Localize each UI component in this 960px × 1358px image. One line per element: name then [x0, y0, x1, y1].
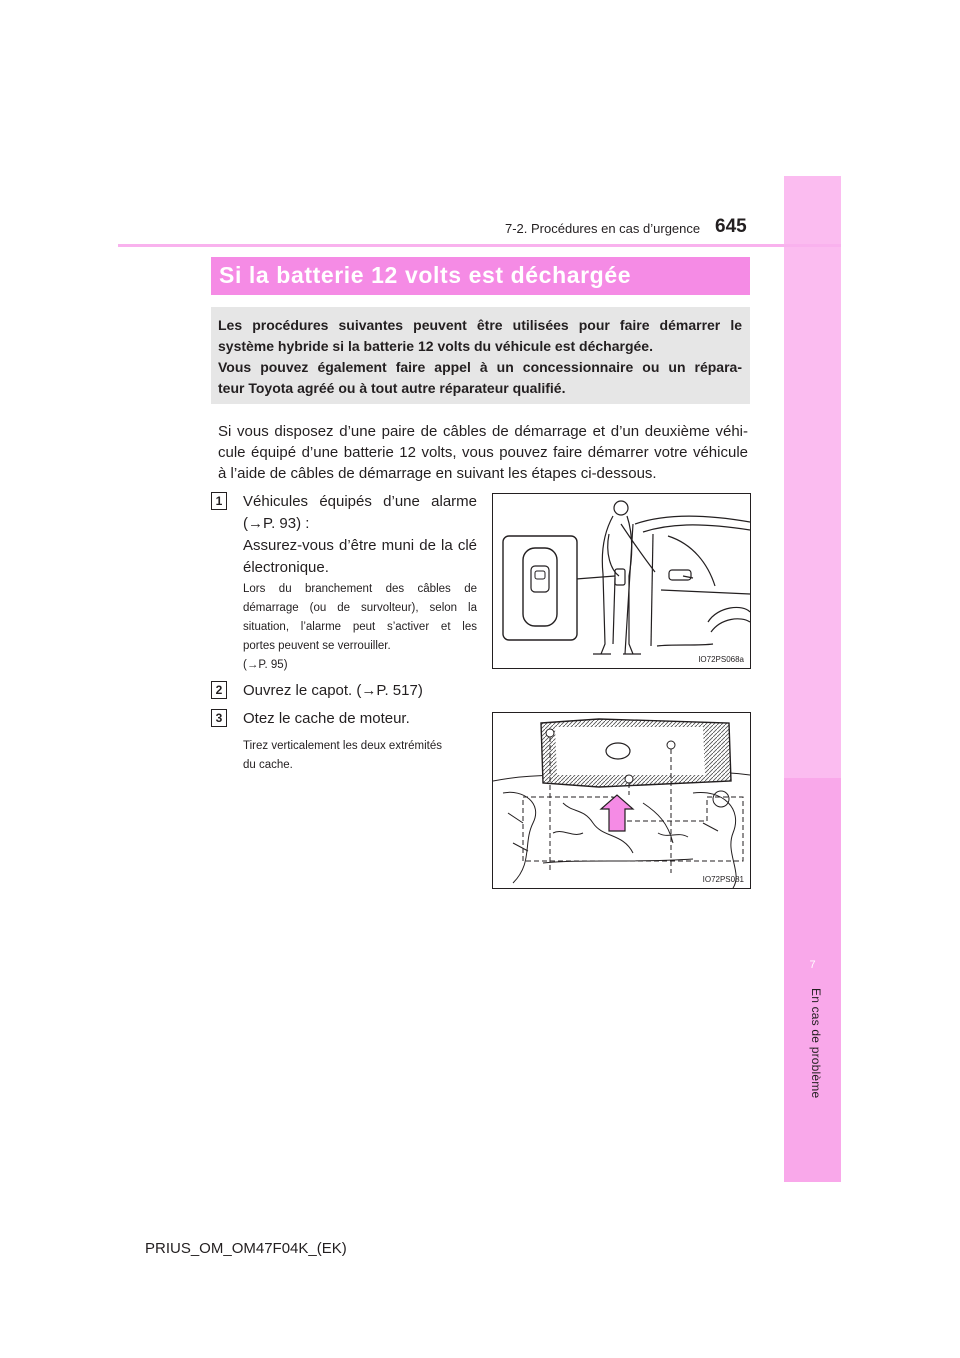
step-line: Assurez-vous d’être muni de la clé: [243, 537, 477, 554]
document-id-footer: PRIUS_OM_OM47F04K_(EK): [145, 1240, 347, 1257]
note-line: Tirez verticalement les deux extrémités: [243, 740, 442, 752]
paragraph-line: Si vous disposez d’une paire de câbles de démarrage et d’un deuxième véhi-: [218, 423, 748, 440]
note-line: situation, l’alarme peut s’activer et les: [243, 621, 477, 633]
page-title: Si la batterie 12 volts est déchargée: [219, 262, 632, 288]
page-number: 645: [715, 216, 747, 237]
illustration-engine-cover: [493, 713, 750, 888]
figure-code: IO72PS081: [702, 875, 744, 884]
step-1-note: [243, 580, 477, 675]
chapter-number: 7: [809, 959, 816, 971]
intro-line: Vous pouvez également faire appel à un concessionnaire ou un répara-: [218, 359, 742, 375]
step-number-badge: 2: [211, 681, 227, 699]
figure-engine-cover: [492, 712, 751, 889]
step-3-text: Otez le cache de moteur.: [243, 710, 410, 727]
intro-line: système hybride si la batterie 12 volts du véhicule est déchargée.: [218, 338, 653, 354]
step-1-text: [243, 491, 477, 579]
running-header-section: 7-2. Procédures en cas d’urgence: [505, 221, 701, 236]
intro-line: teur Toyota agréé ou à tout autre réparateur qualifié.: [218, 380, 566, 396]
step-number-badge: 1: [211, 492, 227, 510]
step-2-text: Ouvrez le capot. (→P. 517): [243, 682, 423, 699]
note-line: démarrage (ou de survolteur), selon la: [243, 602, 477, 614]
intro-line: Les procédures suivantes peuvent être utilisées pour faire démarrer le: [218, 317, 742, 333]
note-line: (→P. 95): [243, 659, 288, 671]
note-line: Lors du branchement des câbles de: [243, 583, 477, 595]
chapter-side-tab: [784, 176, 841, 1182]
section-title-bar: [211, 257, 750, 295]
step-line: Véhicules équipés d’une alarme: [243, 493, 477, 510]
figure-code: IO72PS068a: [698, 655, 744, 664]
intro-box: [211, 307, 750, 404]
paragraph-line: cule équipé d’une batterie 12 volts, vous pouvez faire démarrer votre véhicule: [218, 444, 748, 461]
chapter-tab-highlight: [784, 778, 841, 1182]
lead-paragraph: [218, 421, 748, 484]
step-number-badge: 3: [211, 709, 227, 727]
note-line: du cache.: [243, 759, 293, 771]
step-line: électronique.: [243, 559, 329, 576]
paragraph-line: à l’aide de câbles de démarrage en suivant les étapes ci-dessous.: [218, 465, 657, 482]
step-3-note: [243, 737, 483, 775]
illustration-person-car: [493, 494, 750, 668]
header-rule: [118, 244, 841, 247]
figure-key-at-car-door: [492, 493, 751, 669]
step-line: (→P. 93) :: [243, 515, 310, 532]
intro-text: [218, 315, 742, 399]
note-line: portes peuvent se verrouiller.: [243, 640, 391, 652]
chapter-tab-label: En cas de problème: [809, 988, 823, 1099]
